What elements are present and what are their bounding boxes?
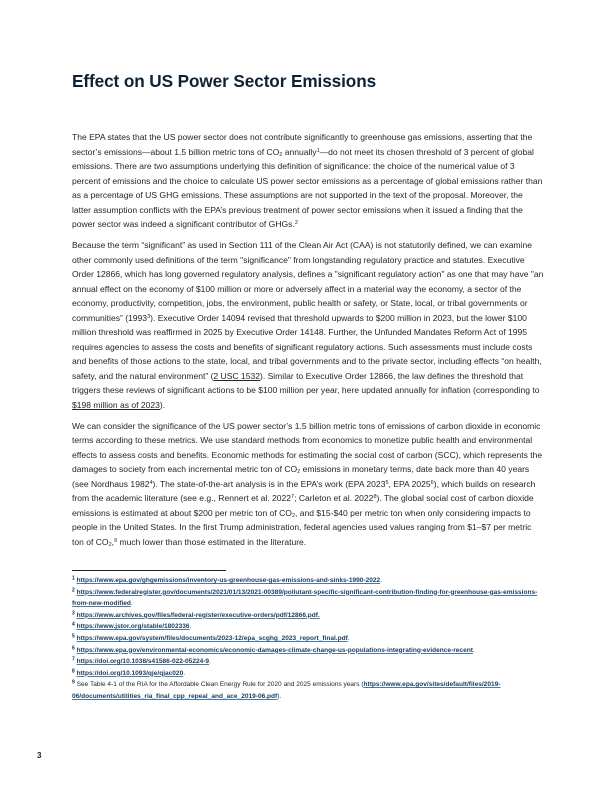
footnote-divider [72,570,226,571]
footnote-link[interactable]: https://www.archives.gov/files/federal-register/executive-orders/pdf/12866.pdf. [76,611,320,619]
usc-1532-link[interactable]: 2 USC 1532 [213,370,260,381]
footnote: $^1$ https://www.epa.gov/ghgemissions/inventory-us-greenhouse-gas-emissions-and-sinks-1990-2022. [72,575,382,584]
section-heading: Effect on US Power Sector Emissions [72,71,377,91]
footnote-ref-9[interactable]: 9 [114,537,118,544]
footnote-link[interactable]: https://doi.org/10.1093/qje/qjac020 [76,669,184,677]
footnote-ref-8[interactable]: 8 [373,493,377,500]
footnote-ref-3[interactable]: 3 [147,313,151,320]
footnote-ref-5[interactable]: 5 [385,479,389,486]
footnote: $^3$ https://www.archives.gov/files/federal-register/executive-orders/pdf/12866.pdf. [72,610,320,619]
footnote-link[interactable]: https://www.epa.gov/environmental-economics/economic-damages-climate-change-us-populations-integrating-evidence-recent [76,646,473,654]
footnote: $^4$ https://www.jstor.org/stable/1802336. [72,621,192,631]
page-number: 3 [37,751,42,760]
footnote-link[interactable]: https://www.epa.gov/system/files/documents/2023-12/epa_scghg_2023_report_final.pdf [76,634,348,642]
footnote: $^2$ https://www.federalregister.gov/documents/2021/01/13/2021-00389/pollutant-specific-significant-contribution-finding-for-greenhouse-gas-emissions-from-new-modified. [72,587,538,608]
footnote: $^6$ https://www.epa.gov/environmental-economics/economic-damages-climate-change-us-populations-integrating-evidence-recent. [72,644,475,654]
inflation-threshold-link[interactable]: $198 million as of 2023 [72,399,160,410]
footnote-ref-1[interactable]: 1 [316,147,320,154]
footnote: $^5$ https://www.epa.gov/system/files/documents/2023-12/epa_scghg_2023_report_final.pdf. [72,633,350,642]
footnote-ref-6[interactable]: 6 [430,479,434,486]
footnote-link[interactable]: https://www.epa.gov/ghgemissions/inventory-us-greenhouse-gas-emissions-and-sinks-1990-2022 [76,577,381,584]
footnote-link[interactable]: https://www.federalregister.gov/documents/2021/01/13/2021-00389/pollutant-specific-significant-contribution-finding-for-greenhouse-gas-emissions-from-new-modified [72,588,538,608]
footnotes [72,575,542,703]
footnote-link[interactable]: https://www.jstor.org/stable/1802336 [76,623,190,631]
footnote: $^8$ https://doi.org/10.1093/qje/qjac020. [72,668,186,677]
paragraph-2: Because the term “significant” as used in Section 111 of the Clean Air Act (CAA) is not statutorily defined, we can examine other commonly used definitions of the term "significance" from longstanding regulatory practice and statutes. Executive Order 12866, which has long governed regulatory analysis, defines a "significant regulatory action" as one that may have "an annual effect on the economy of $100 million or more or adversely affect in a material way the economy, a sector of the economy, productivity, competition, jobs, the environment, public health or safety, or State, local, or tribal governments or communities” (1993$^3$). Executive Order 14094 revised that threshold upwards to $200 million in 2023, but the lower $100 million threshold was reaffirmed in 2025 by Executive Order 14148. Further, the Unfunded Mandates Reform Act of 1995 requires agencies to assess the costs and benefits of significant regulatory actions. Such assessments must include costs and benefits of those actions to the state, local, and tribal governments and to the private sector, including effects “on health, safety, and the natural environment” (2 USC 1532). Similar to Executive Order 12866, the law defines the threshold that triggers these reviews of significant actions to be $100 million per year, here updated annually for inflation (corresponding to $198 million as of 2023). [72,240,544,410]
footnote-link[interactable]: https://www.epa.gov/sites/default/files/2019-06/documents/utilities_ria_final_cpp_repeal_and_ace_2019-06.pdf [72,681,501,700]
footnote-ref-7[interactable]: 7 [291,493,295,500]
body-text [72,130,544,556]
footnote: $^9$ See Table 4-1 of the RIA for the Affordable Clean Energy Rule for 2020 and 2025 emissions years (https://www.epa.gov/sites/default/files/2019-06/documents/utilities_ria_final_cpp_repeal_and_ace_2019-06.pdf). [72,679,501,700]
footnote-ref-2[interactable]: 2 [294,219,298,226]
footnote: $^7$ https://doi.org/10.1038/s41586-022-05224-9. [72,656,211,666]
paragraph-3: We can consider the significance of the US power sector’s 1.5 billion metric tons of emissions of carbon dioxide in economic terms according to these metrics. We use standard methods from economics to monetize public health and environmental effects to assess costs and benefits. Economic methods for estimating the social cost of carbon (SCC), which represents the damages to society from each incremental metric ton of $CO_2$ emissions in monetary terms, date back more than 40 years (see Nordhaus 1982$^4$). The state-of-the-art analysis is in the EPA’s work (EPA 2023$^5$, EPA 2025$^6$), which builds on research from the academic literature (see e.g., Rennert et al. 2022$^7$; Carleton et al. 2022$^8$). The global social cost of carbon dioxide emissions is estimated at about $200 per metric ton of $CO_2$, and $15-$40 per metric ton when only considering impacts to people in the United States. In the first Trump administration, federal agencies used values ranging from $1–$7 per metric ton of $CO_2,^9$ much lower than those estimated in the literature. [72,420,543,548]
footnote-link[interactable]: https://doi.org/10.1038/s41586-022-05224-9 [76,658,210,666]
footnote-ref-4[interactable]: 4 [149,479,153,486]
paragraph-1: The EPA states that the US power sector does not contribute significantly to greenhouse gas emissions, asserting that the sector’s emissions—about 1.5 billion metric tons of $CO_2$ annually$^1$—do not meet its chosen threshold of 3 percent of global emissions. There are two assumptions underlying this definition of significance: the choice of the numerical value of 3 percent of emissions and the choice to calculate US power sector emissions as a percentage of global emissions rather than as a percentage of US GHG emissions. These assumptions are not supported in the text of the proposal. Moreover, the latter assumption conflicts with the EPA’s previous treatment of power sector emissions when it issued a finding that the power sector was indeed a significant contributor of GHGs.$^2$ [72,132,543,229]
